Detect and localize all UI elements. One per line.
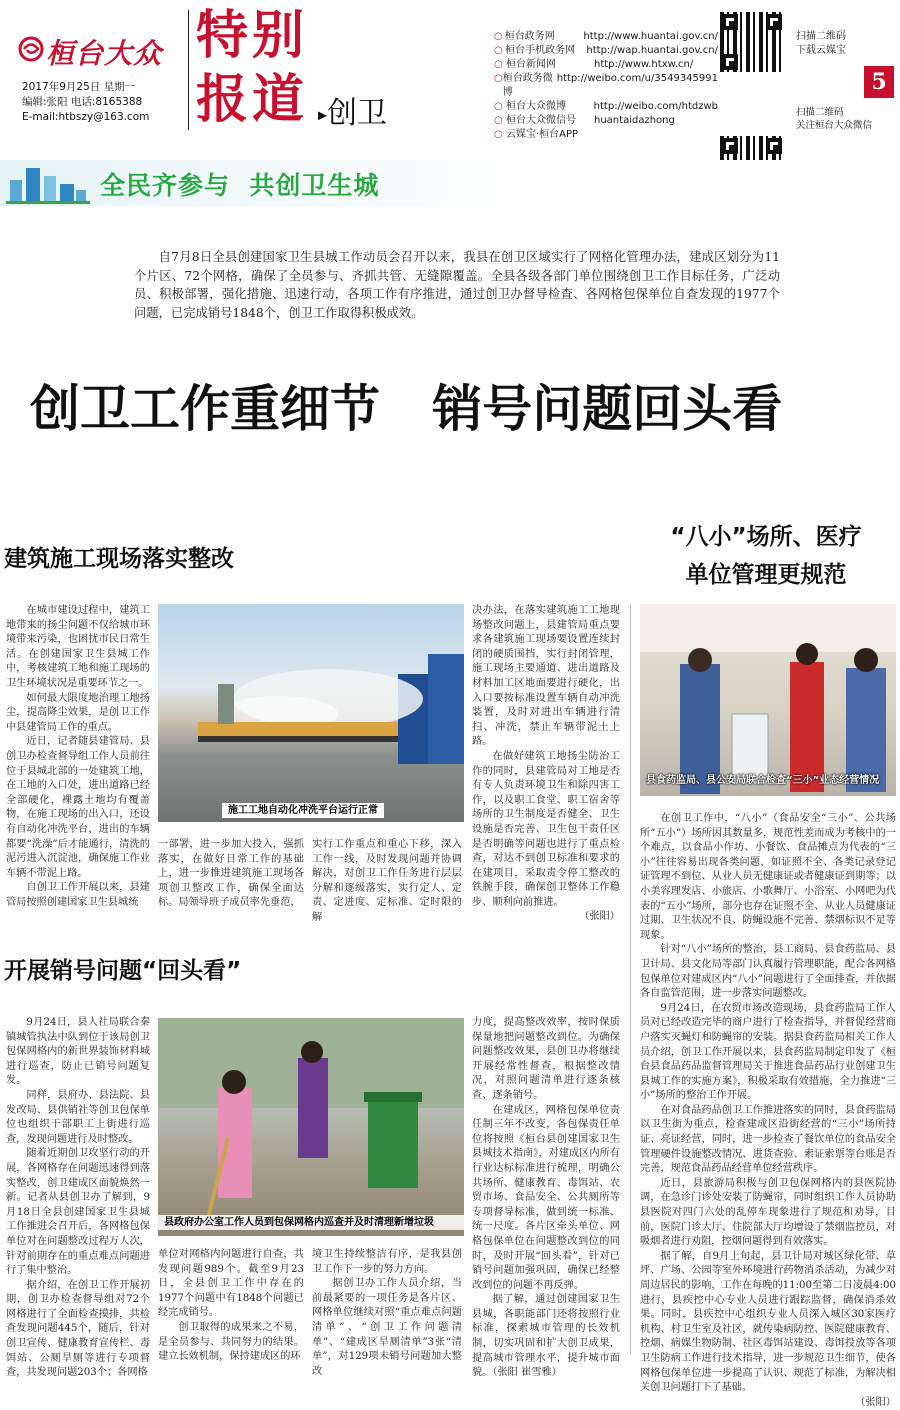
masthead <box>0 0 900 150</box>
banner-title: 全民齐参与 共创卫生城 <box>100 171 380 200</box>
article1-title: 建筑施工现场落实整改 <box>4 546 234 572</box>
qr1-caption-1: 扫描二维码 <box>796 31 846 42</box>
photo-construction-site <box>158 604 464 822</box>
article1-col1: 在城市建设过程中，建筑工地带来的扬尘问题不仅给城市环境带来污染，也困扰市民日常生活。在创建国家卫生县城工作中，考核建筑工地和施工现场的卫生环境状况是重要环节之一。 如何最大限度地治理工地扬尘，提高降尘效果，是创卫工作中县建管局工作的重点。 近日，记者随县建管局、县创卫办检查督导组工作人员前往位于县城北部的一处建筑工地，在工地的入口处，进出道路已经全部硬化，裸露土地均有覆盖物，在施工现场的出入口，还设有自动化冲洗平台，进出的车辆都要“洗澡”后才能通行，清洗的泥污进入沉淀池，确保施工作业车辆不带泥上路。 自创卫工作开展以来，县建管局按照创建国家卫生县城统 <box>6 605 150 908</box>
article3-col2: 单位对网格内问题进行自查，共发现问题989个。截至9月23日，全县创卫工作中存在的1977个问题中有1848个问题已经完成销号。 创卫取得的成果来之不易，是全员参与、共同努力的结果。建立长效机制，保持建成区的环 <box>158 1249 304 1363</box>
photo-garbage-cleanup <box>158 1018 464 1236</box>
section-title-line1: 特别 <box>196 5 309 66</box>
article2-title <box>640 518 892 594</box>
article3-title: 开展销号问题“回头看” <box>4 958 242 984</box>
issue-date: 2017年9月25日 星期一 <box>22 81 136 93</box>
logo-text: 桓台大众 <box>46 37 163 70</box>
photo-food-inspection <box>640 604 896 796</box>
link-row[interactable]: ○ 桓台手机政务网 http://wap.huantai.gov.cn/ <box>494 45 718 56</box>
construction-scene <box>158 604 464 822</box>
article3-col3: 境卫生持续整洁有序，是我县创卫工作下一步的努力方向。 据创卫办工作人员介绍，当前最紧要的一项任务是各片区、网格单位继续对照“重点难点问题清单”、“创卫工作问题清单”、“建成区旱厕清单”3张“清单”，对129项未销号问题加大整改 <box>312 1249 462 1377</box>
link-row[interactable]: ○ 桓台新闻网 http://www.htxw.cn/ <box>494 59 694 70</box>
bullet-icon: ○ <box>494 45 503 56</box>
bullet-icon: ○ <box>494 115 503 126</box>
link-row[interactable]: ○ 桓台大众微博 http://weibo.com/htdzwb <box>494 101 718 112</box>
article2-title-line1: “八小”场所、医疗 <box>670 524 862 550</box>
bullet-icon: ○ <box>494 59 503 70</box>
page-headline: 创卫工作重细节 销号问题回头看 <box>30 379 783 438</box>
inspection-scene <box>640 604 896 796</box>
email-info: E-mail:htbszy@163.com <box>22 111 150 123</box>
bullet-icon: ○ <box>494 31 503 42</box>
masthead-divider <box>188 10 189 130</box>
bullet-icon: ○ <box>494 101 503 112</box>
logo <box>18 30 178 70</box>
logo-swirl-icon <box>18 36 44 62</box>
section-subtitle-text: 创卫 <box>327 96 388 131</box>
link-row[interactable]: ○ 桓台大众微信号 huantaidazhong <box>494 115 675 126</box>
qr2-caption-2: 关注桓台大众微信 <box>796 120 873 131</box>
qr-code-app <box>720 12 784 72</box>
section-subtitle: ▸创卫 <box>318 96 388 131</box>
link-row[interactable]: ○ 桓台政务微博 http://weibo.com/u/3549345991 <box>494 73 718 98</box>
article3-col4: 力度，提高整改效率，按时保质保量地把问题整改到位。为确保问题整改效果，县创卫办将继续开展经常性督查，根据整改情况，对照问题清单进行逐条核查、逐条销号。 在建成区，网格包保单位责任制三年不改变，各包保责任单位将按照《桓台县创建国家卫生县城技术指南》，对建成区内所有行业达标标准进行梳理，明确公共场所、健康教育、毒饵站、农贸市场、食品安全、公共厕所等专项督导标准，做到统一标准、统一尺度。各片区牵头单位、网格包保单位在问题整改到位的同时，及时开展“回头看”，针对已销号问题加强巩固，确保已经整改到位的问题不再反弹。 据了解，通过创建国家卫生县城，各职能部门还将按照行业标准，探索城市管理的长效机制，切实巩固和扩大创卫成果，提高城市管理水平，提升城市面貌。（张阳 崔雪雅） <box>472 1017 620 1379</box>
page-number: 5 <box>864 66 894 98</box>
article2-body: 在创卫工作中，“八小”（食品安全“三小”、公共场所“五小”）场所因其数量多，规范性差而成为考核中的一个难点，以食品小作坊、小餐饮、食品摊点为代表的“三小”往往容易出现各类问题，如证照不全、各类记录登记证管理不到位、从业人员无健康证或者健康证到期等；以小美容理发店、小旅店、小歌舞厅、小浴室、小网吧为代表的“五小”场所，部分也存在证照不全、从业人员健康证过期、卫生状况不良、防蝇设施不完善、禁烟标识不足等现象。 针对“八小”场所的整治，县工商局、县食药监局、县卫计局、县文化局等部门认真履行管理职能，配合各网格包保单位对建成区内“八小”问题进行了全面排查，并依据各自监管范围，进一步落实问题整改。 9月24日，在农贸市场改造现场，县食药监局工作人员对已经改造完毕的商户进行了检查指导，并督促经营商户落实灭蝇灯和防蝇帘的安装。据县食药监局相关工作人员介绍，创卫工作开展以来，县食药监局制定印发了《桓台县食品药品监督管理局关于推进食品药品行业创建卫生县城工作的实施方案》，积极采取有效措施，全力推进“三小”场所的整治工作开展。 在对食品药品创卫工作推进落实的同时，县食药监局以卫生街为重点，检查建成区沿街经营的“三小”场所持证、亮证经营，同时，进一步检查了餐饮单位的食品安全管理硬件设施整改情况、进货查验、索证索票等台账是否完善，规范食品药品经营单位经营秩序。 近日，县旅游局积极与创卫包保网格内的县医院协调，在急诊门诊处安装了防蝇帘，同时组织工作人员协助县医院对四门六处的乱停车现象进行了规范和劝导，目前，医院门诊大厅、住院部大厅均增设了禁烟监控员，对吸烟者进行劝阻，控烟问题得到有效落实。 据了解，自9月上旬起，县卫计局对城区绿化带、草坪、广场、公园等室外环境进行药物消杀活动，为减少对周边居民的影响，工作在每晚的11:00至第二日凌晨4:00进行，县疾控中心专业人员进行跟踪监督，确保消杀效果。同时，县疾控中心组织专业人员深入城区30家医疗机构、村卫生室及社区，就传染病防控、医院健康教育、控烟、病媒生物防制、社区毒饵站建设、毒饵投放等各项卫生防病工作进行技术指导，进一步规范卫生细节，使各网格包保单位进一步提高了认识、规范了标准，为解决相关创卫问题打下了基础。 （张阳） <box>640 813 896 1408</box>
article1-col3: 实行工作重点和重心下移，深入工作一线，及时发现问题并协调解决，对创卫工作任务进行层层分解和逐级落实，实行定人、定责、定进度、定标准、定时限的解 <box>312 839 462 923</box>
intro-paragraph: 自7月8日全县创建国家卫生县城工作动员会召开以来，我县在创卫区域实行了网格化管理办法，建成区划分为11个片区、72个网格，确保了全员参与、齐抓共管、无缝隙覆盖。全县各级各部门单位围绕创卫工作目标任务，广泛动员、积极部署，强化措施、迅速行动，各项工作有序推进，通过创卫办督导检查、各网格包保单位自查发现的1977个问题，已完成销号1848个，创卫工作取得积极成效。 <box>134 250 780 320</box>
article2-title-line2: 单位管理更规范 <box>685 562 847 588</box>
link-row[interactable]: ○ 云媒宝·桓台APP <box>494 129 579 140</box>
photo-caption: 县食药监局、县公安局联合检查“三小”业态经营情况 <box>646 775 880 786</box>
article1-col4: 决办法，在落实建筑施工工地现场整改问题上，县建管局重点要求各建筑施工现场要设置连续封闭的硬质围挡，实行封闭管理，施工现场主要通道、进出道路及材料加工区地面要进行硬化，出入口要按标准设置车辆自动冲洗装置，及时对进出车辆进行清扫、冲洗，禁止车辆带泥土上路。 在做好建筑工地扬尘防治工作的同时，县建管局对工地是否有专人负责环境卫生和除四害工作，以及职工食堂、职工宿舍等场所的卫生制度是否健全、卫生设施是否完善、卫生包干责任区是否明确等问题也进行了重点检查，对达不到创卫标准和要求的在建项目，采取责令停工整改的铁腕手段，确保创卫整体工作稳步、顺利向前推进。 （张阳） <box>472 605 620 923</box>
qr2-caption-1: 扫描二维码 <box>796 107 844 118</box>
link-row[interactable]: ○ 桓台政务网 http://www.huantai.gov.cn/ <box>494 31 718 42</box>
qr1-caption-2: 下载云媒宝 <box>796 45 846 56</box>
banner <box>0 160 900 206</box>
cleanup-scene <box>158 1018 464 1236</box>
bullet-icon: ○ <box>494 73 503 84</box>
photo-caption: 县政府办公室工作人员到包保网格内巡查并及时清理新增垃圾 <box>158 1215 464 1230</box>
editor-info: 编辑:张阳 电话:8165388 <box>22 96 143 108</box>
photo-caption: 施工工地自动化冲洗平台运行正常 <box>222 803 384 818</box>
section-title-line2: 报道 <box>196 69 309 130</box>
media-links <box>494 30 718 142</box>
article3-col1: 9月24日，县人社局联合秦镇城管执法中队到位于该局创卫包保网格内的新世界装饰材料城进行巡查，防止已销号问题复发。 同样，县府办、县法院、县发改局、县供销社等创卫包保单位也组织干部职工上街进行巡查，发现问题进行及时整改。 随着近期创卫攻坚行动的开展，各网格存在问题迅速得到落实整改，创卫建成区面貌焕然一新。记者从县创卫办了解到，9月18日全县创建国家卫生县城工作推进会召开后，各网格包保单位对在问题整改过程万人次，针对前期存在的重点难点问题进行了集中整治。 据介绍，在创卫工作开展初期，创卫办检查督导组对72个网格进行了全面检查摸排，共检查发现问题445个，随后，针对创卫宣传、健康教育宣传栏、毒饵站、公厕旱厕等进行专项督查，共发现问题203个；各网格 <box>6 1017 150 1379</box>
article1-col2: 一部署，进一步加大投入，强抓落实，在做好日常工作的基础上，进一步推进建筑施工现场各项创卫整改工作，确保全面达标。局领导班子成员率先垂范， <box>158 839 304 909</box>
bullet-icon: ○ <box>494 129 503 140</box>
column-divider <box>630 604 631 1354</box>
city-buildings-icon <box>6 162 90 204</box>
